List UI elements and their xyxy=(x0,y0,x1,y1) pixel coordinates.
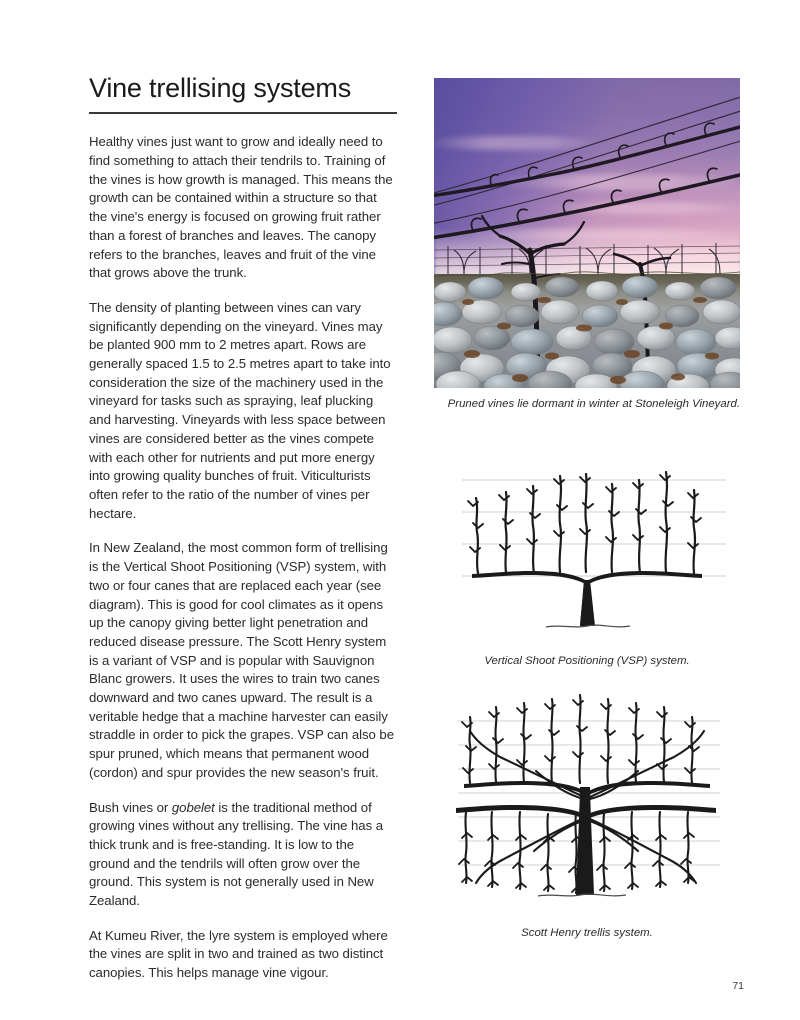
bush-vines-text-before: Bush vines or xyxy=(89,799,172,815)
vsp-diagram-caption: Vertical Shoot Positioning (VSP) system. xyxy=(484,655,690,667)
photo-vines-overlay xyxy=(434,78,740,388)
paragraph-lyre-system: At Kumeu River, the lyre system is employed where the vines are split in two and trained as two distinct canopies. This helps manage vine vigour. xyxy=(89,927,388,981)
scott-henry-diagram-art xyxy=(434,687,740,917)
vsp-diagram-art xyxy=(434,430,740,645)
page-number: 71 xyxy=(732,980,744,992)
article-body xyxy=(89,133,397,983)
paragraph-planting-density: The density of planting between vines can vary significantly depending on the vineyard. Vines may be planted 900 mm to 2 metres apart. Rows are generally spaced 1.5 to 2.5 metres apart to take into consideration the size of the machinery used in the vineyard for tasks such as spraying, leaf plucking and harvesting. Vineyards with less space between vines are considered better as the vines compete with each other for nutrients and put more energy into growing quality bunches of fruit. Viticulturists often refer to the ratio of the number of vines per hectare. xyxy=(89,299,391,521)
article-text-column xyxy=(89,74,397,983)
bush-vines-text-after: is the traditional method of growing vines without any trellising. The vine has a thick trunk and is free-standing. It is low to the ground and the tendrils will often grow over the ground. This system is not generally used in New Zealand. xyxy=(89,799,384,909)
page-title: Vine trellising systems xyxy=(89,73,351,103)
figures-column xyxy=(434,78,740,941)
paragraph-intro: Healthy vines just want to grow and ideally need to find something to attach their tendrils to. Training of the vines is how growth is managed. This means the growth can be contained within a structure so that the vine's energy is focused on growing fruit rather than a forest of branches and leaves. The canopy refers to the branches, leaves and fruit of the vine that grows above the trunk. xyxy=(89,134,393,281)
paragraph-bush-vines xyxy=(89,799,397,911)
vineyard-photo-caption: Pruned vines lie dormant in winter at Stoneleigh Vineyard. xyxy=(447,398,740,410)
title-divider xyxy=(89,112,397,114)
vineyard-photo xyxy=(434,78,740,388)
paragraph-vsp-scott-henry: In New Zealand, the most common form of trellising is the Vertical Shoot Positioning (VSP) system, with two or four canes that are replaced each year (see diagram). This is good for cool climates as it opens up the canopy giving better light penetration and reduced disease pressure. The Scott Henry system is a variant of VSP and is popular with Sauvignon Blanc growers. It uses the wires to train two canes downward and two canes upward. The result is a veritable hedge that a machine harvester can easily straddle in order to pick the grapes. VSP can also be spur pruned, which means that permanent wood (cordon) and spur provides the new season's fruit. xyxy=(89,540,394,780)
scott-henry-diagram-caption: Scott Henry trellis system. xyxy=(521,927,653,939)
bush-vines-emphasis: gobelet xyxy=(171,799,215,815)
vsp-diagram xyxy=(434,430,740,645)
scott-henry-diagram xyxy=(434,687,740,917)
